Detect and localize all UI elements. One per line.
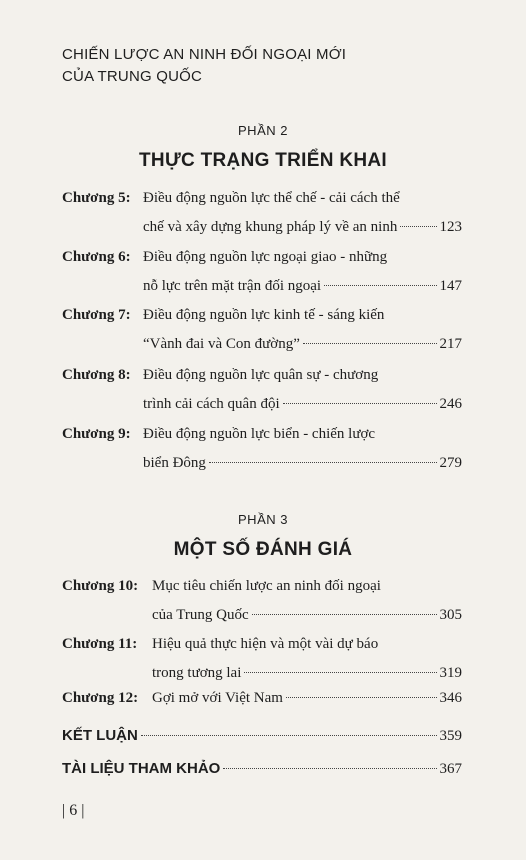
page-number: 319 [439, 665, 462, 681]
page-number: 279 [439, 455, 462, 471]
page-number: 346 [439, 690, 462, 706]
dot-leader [223, 768, 436, 769]
chapter-title-line-2: “Vành đai và Con đường” [143, 336, 300, 352]
chapter-title-line-1: Hiệu quả thực hiện và một vài dự báo [152, 636, 379, 652]
page-number: 359 [439, 728, 462, 744]
chapter-title-line-2: nỗ lực trên mặt trận đối ngoại [143, 278, 322, 294]
part-3-title: MỘT SỐ ĐÁNH GIÁ [173, 539, 353, 560]
chapter-number: Chương 6: [62, 249, 131, 265]
references-label: TÀI LIỆU THAM KHẢO [62, 760, 221, 777]
dot-leader [209, 462, 437, 463]
dot-leader [141, 735, 437, 736]
toc-entry-chapter-10[interactable] [62, 572, 462, 630]
page-number: 147 [439, 278, 462, 294]
chapter-title: Gợi mở với Việt Nam [152, 690, 283, 706]
dot-leader [244, 672, 436, 673]
chapter-title-line-2: chế và xây dựng khung pháp lý về an ninh [143, 219, 398, 235]
chapter-number: Chương 5: [62, 190, 131, 206]
page-folio: | 6 | [62, 802, 85, 819]
dot-leader [400, 226, 436, 227]
chapter-title-line-2: biển Đông [143, 455, 206, 471]
chapter-title-line-2: trình cải cách quân đội [143, 396, 280, 412]
part-3-label: PHẦN 3 [238, 512, 288, 527]
page-number: 123 [439, 219, 462, 235]
chapter-title-line-1: Điều động nguồn lực quân sự - chương [143, 367, 379, 383]
chapter-title-line-1: Mục tiêu chiến lược an ninh đối ngoại [152, 578, 381, 594]
header-line-2: CỦA TRUNG QUỐC [62, 68, 203, 85]
chapter-title-line-1: Điều động nguồn lực thể chế - cải cách thể [143, 190, 400, 206]
chapter-title-line-1: Điều động nguồn lực ngoại giao - những [143, 249, 388, 265]
chapter-number: Chương 11: [62, 636, 138, 652]
chapter-number: Chương 7: [62, 307, 131, 323]
chapter-number: Chương 10: [62, 578, 139, 594]
conclusion-label: KẾT LUẬN [62, 727, 138, 744]
chapter-number: Chương 9: [62, 426, 131, 442]
running-header [62, 44, 346, 88]
page-number: 305 [439, 607, 462, 623]
chapter-title-line-1: Điều động nguồn lực kinh tế - sáng kiến [143, 307, 385, 323]
chapter-number: Chương 8: [62, 367, 131, 383]
dot-leader [324, 285, 436, 286]
header-line-1: CHIẾN LƯỢC AN NINH ĐỐI NGOẠI MỚI [62, 46, 347, 63]
chapter-number: Chương 12: [62, 690, 139, 706]
toc-entry-chapter-11[interactable] [62, 630, 462, 688]
toc-entry-chapter-6[interactable] [62, 243, 462, 301]
chapter-title-line-1: Điều động nguồn lực biển - chiến lược [143, 426, 376, 442]
toc-entry-conclusion[interactable] [62, 727, 462, 745]
dot-leader [286, 697, 437, 698]
dot-leader [303, 343, 437, 344]
toc-entry-chapter-5[interactable] [62, 184, 462, 242]
chapter-title-line-2: trong tương lai [152, 665, 242, 681]
page-number: 367 [439, 761, 462, 777]
toc-entry-references[interactable] [62, 760, 462, 778]
part-2-title: THỰC TRẠNG TRIỂN KHAI [139, 150, 387, 171]
dot-leader [252, 614, 437, 615]
dot-leader [283, 403, 437, 404]
page-number: 217 [439, 336, 462, 352]
toc-entry-chapter-7[interactable] [62, 301, 462, 359]
toc-entry-chapter-8[interactable] [62, 361, 462, 419]
toc-entry-chapter-9[interactable] [62, 420, 462, 478]
chapter-title-line-2: của Trung Quốc [152, 607, 249, 623]
toc-entry-chapter-12[interactable] [62, 684, 462, 714]
page-number: 246 [439, 396, 462, 412]
part-2-label: PHẦN 2 [238, 123, 288, 138]
